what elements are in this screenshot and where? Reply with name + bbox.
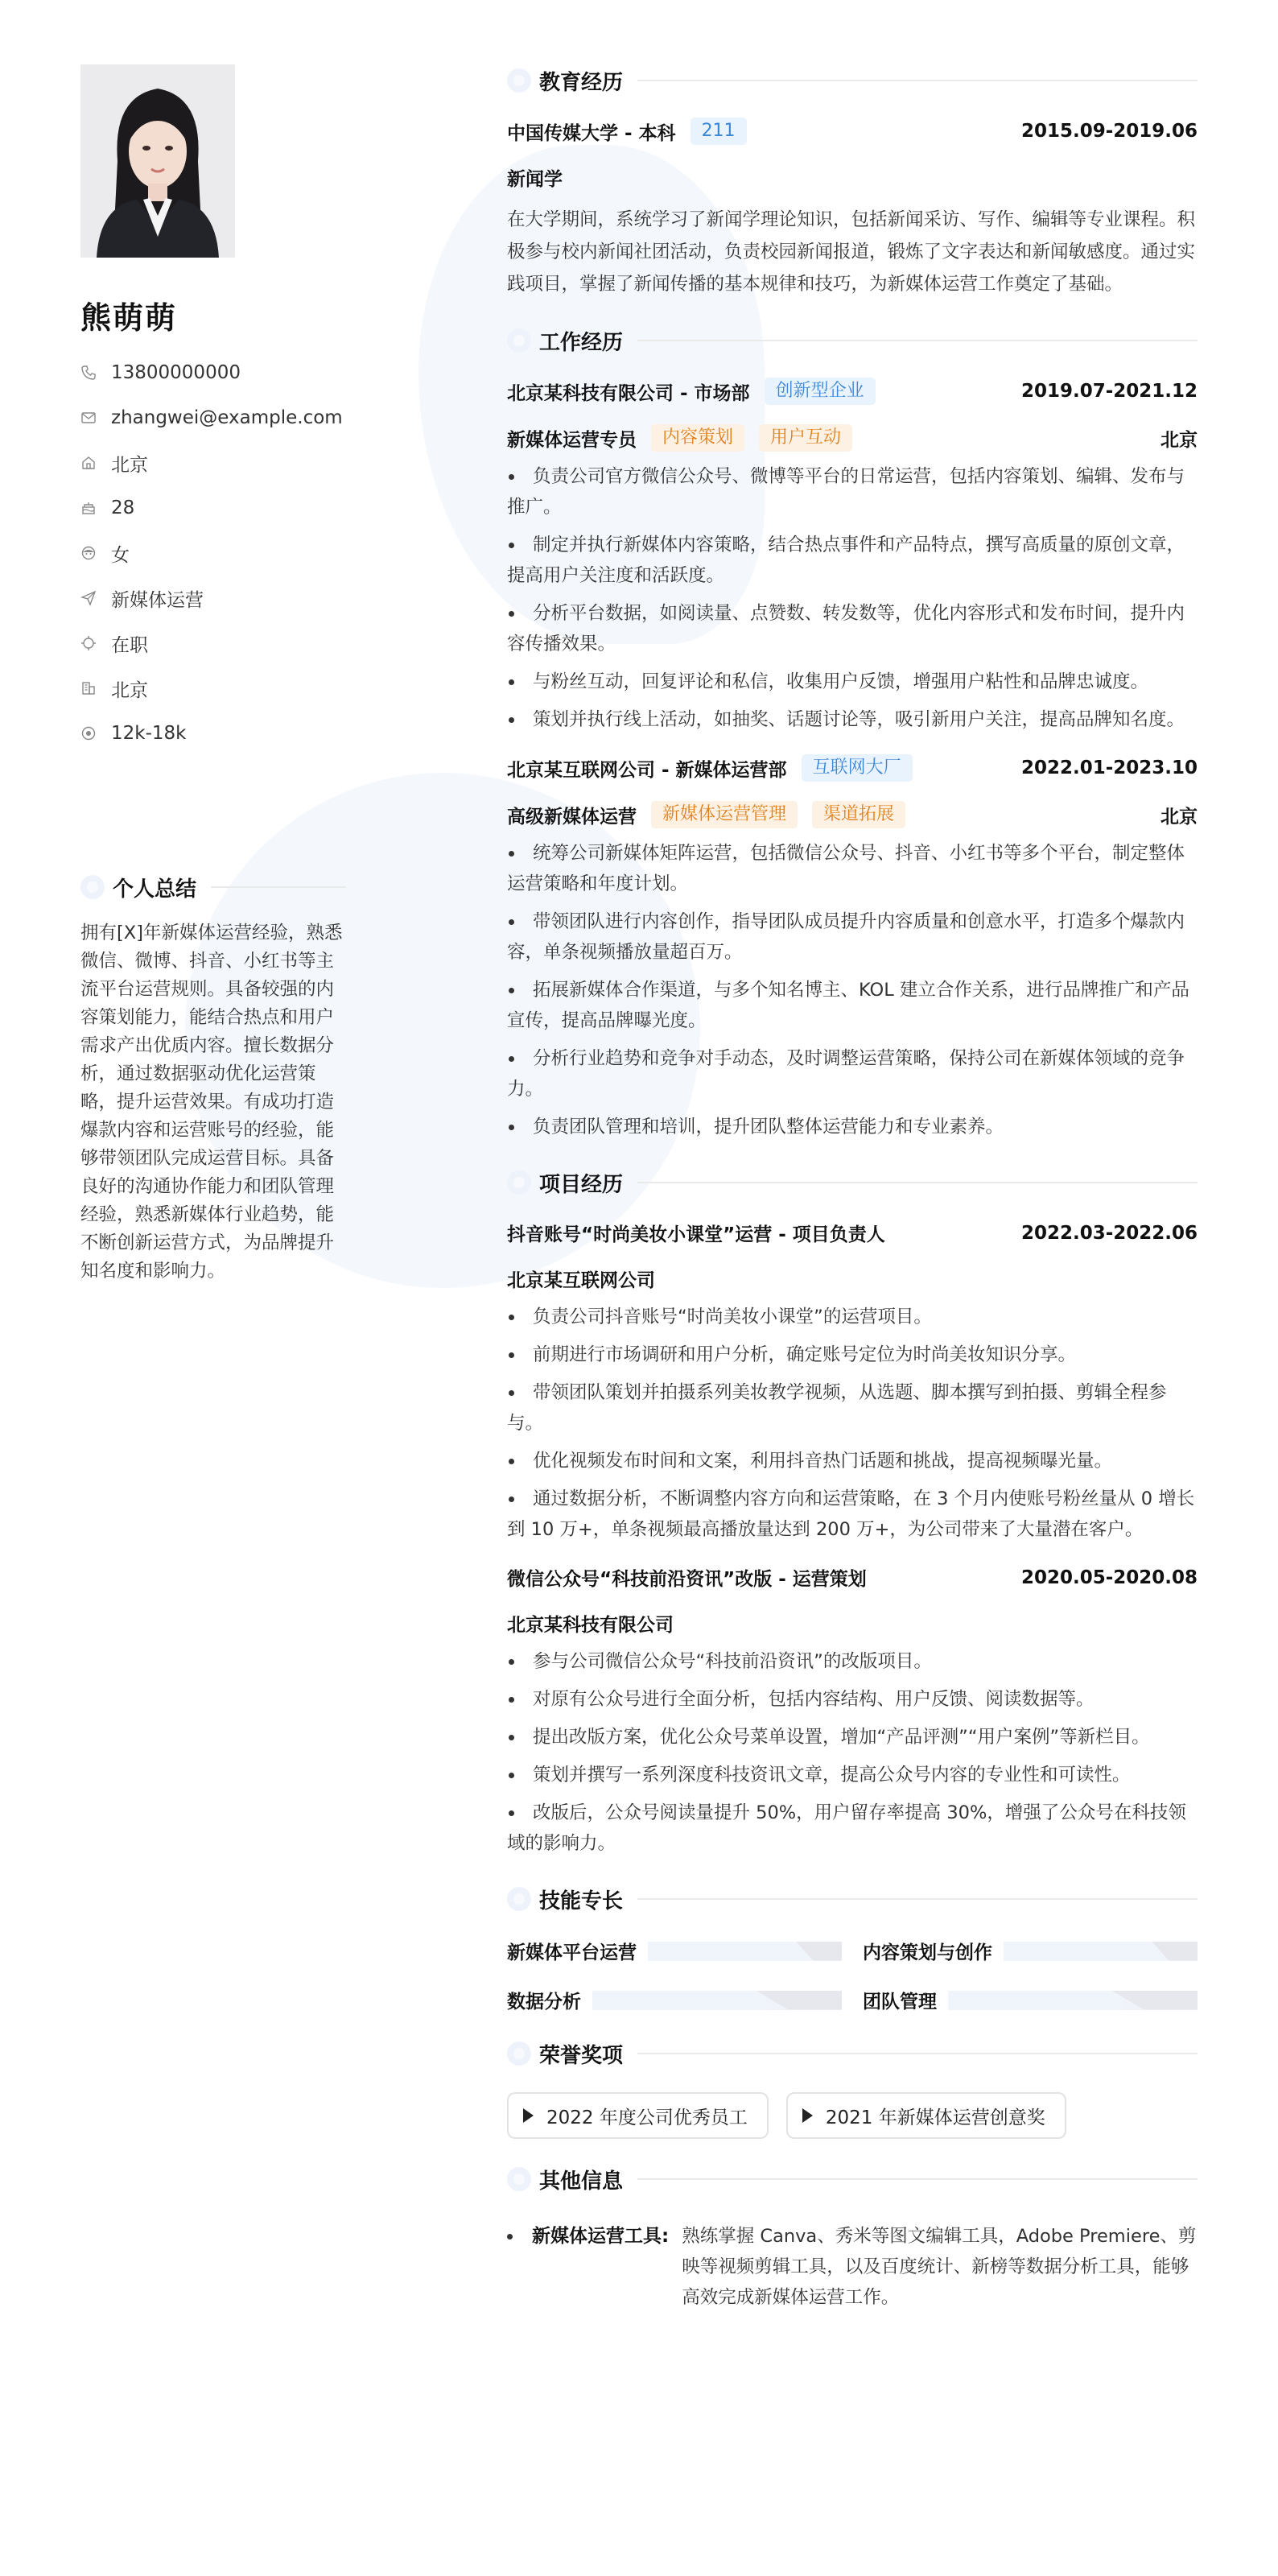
school-name: 中国传媒大学 - 本科 [507,122,676,144]
status-icon [80,635,97,651]
work-bullets [507,838,1198,1142]
list-item: 策划并撰写一系列深度科技资讯文章，提高公众号内容的专业性和可读性。 [507,1760,1198,1790]
salary-icon [80,725,97,741]
contact-value: 女 [111,544,130,566]
list-item: 分析平台数据，如阅读量、点赞数、转发数等，优化内容形式和发布时间，提升内容传播效果。 [507,598,1198,659]
award-item [507,2092,769,2139]
skill-item [507,1938,842,1964]
list-item: 带领团队进行内容创作，指导团队成员提升内容质量和创意水平，打造多个爆款内容，单条视频播放量超百万。 [507,906,1198,968]
section-title: 其他信息 [539,2169,624,2194]
skill-bar-fill [1004,1942,1169,1961]
project-bullets [507,1302,1198,1545]
work-header [507,754,1198,782]
section-title: 项目经历 [539,1172,624,1197]
major [507,164,1198,191]
project-name: 微信公众号“科技前沿资讯”改版 - 运营策划 [507,1569,867,1590]
work-date: 2019.07-2021.12 [1020,381,1198,402]
contact-salary [80,711,342,756]
award-label: 2022 年度公司优秀员工 [546,2107,748,2128]
list-item: 负责公司抖音账号“时尚美妆小课堂”的运营项目。 [507,1302,1198,1332]
avatar [80,64,235,258]
education-date: 2015.09-2019.06 [1020,121,1198,142]
company-name: 北京某科技有限公司 - 市场部 [507,382,750,404]
school-tag: 211 [691,118,747,145]
list-item: 改版后，公众号阅读量提升 50%，用户留存率提高 30%，增强了公众号在科技领域的影响力。 [507,1798,1198,1859]
other-label: 新媒体运营工具: [532,2226,670,2247]
role-tag: 用户互动 [759,424,852,452]
skill-name: 内容策划与创作 [863,1942,992,1963]
section-header [507,1165,1198,1200]
list-item: 前期进行市场调研和用户分析，确定账号定位为时尚美妆知识分享。 [507,1340,1198,1370]
gender-icon [80,545,97,561]
contact-value: zhangwei@example.com [111,407,343,428]
section-header [80,869,346,905]
award-label: 2021 年新媒体运营创意奖 [825,2107,1045,2128]
role-line [507,424,1198,452]
section-header [507,2161,1198,2197]
project-date: 2022.03-2022.06 [1020,1222,1198,1244]
section-title: 技能专长 [539,1889,624,1913]
work-city: 北京 [1161,429,1198,451]
contact-hometown [80,440,342,485]
contact-list [80,350,342,756]
section-title: 个人总结 [113,877,197,902]
section-header [507,1881,1198,1917]
company-tag: 互联网大厂 [802,754,913,782]
section-icon [507,1170,531,1195]
candidate-name: 熊萌萌 [80,300,178,336]
project-org-line [507,1610,1198,1637]
other-item [507,2221,1198,2313]
divider [211,886,346,888]
work-city: 北京 [1161,806,1198,828]
play-icon [523,2108,534,2123]
list-item: 带领团队策划并拍摄系列美妆教学视频，从选题、脚本撰写到拍摄、剪辑全程参与。 [507,1377,1198,1439]
education-header [507,118,1198,145]
skills-grid [507,1938,1198,2013]
role-tag: 内容策划 [651,424,744,452]
divider [637,80,1198,81]
skill-bar-fill [648,1942,813,1961]
other-section [507,2161,1198,2313]
awards-list [507,2092,1198,2139]
major-name: 新闻学 [507,169,563,190]
project-item [507,1564,1198,1859]
section-header [507,2036,1198,2071]
skill-bar [592,1991,842,2010]
contact-value: 北京 [111,679,148,701]
list-item: 拓展新媒体合作渠道，与多个知名博主、KOL 建立合作关系，进行品牌推广和产品宣传，提高品牌曝光度。 [507,975,1198,1036]
bullet [507,2234,513,2240]
contact-gender [80,530,342,576]
section-header [507,63,1198,98]
list-item: 负责公司官方微信公众号、微博等平台的日常运营，包括内容策划、编辑、发布与推广。 [507,461,1198,522]
role-tag: 新媒体运营管理 [651,801,798,828]
contact-value: 在职 [111,634,148,656]
section-title: 工作经历 [539,330,624,355]
project-org: 北京某科技有限公司 [507,1615,674,1636]
divider [637,2178,1198,2180]
skill-bar-fill [592,1991,767,2010]
divider [637,2053,1198,2054]
summary-section [80,869,346,1286]
contact-city [80,666,342,711]
work-bullets [507,461,1198,735]
age-icon [80,500,97,516]
project-header [507,1220,1198,1246]
role-line [507,801,1198,828]
summary-text: 拥有[X]年新媒体运营经验，熟悉微信、微博、抖音、小红书等主流平台运营规则。具备较强的内容策划能力，能结合热点和用户需求产出优质内容。擅长数据分析，通过数据驱动优化运营策略，提升运营效果。有成功打造爆款内容和运营账号的经验，能够带领团队完成运营目标。具备良好的沟通协作能力和团队管理经验，熟悉新媒体行业趋势，能不断创新运营方式，为品牌提升知名度和影响力。 [80,923,343,1282]
home-icon [80,455,97,471]
project-date: 2020.05-2020.08 [1020,1567,1198,1588]
project-org-line [507,1265,1198,1292]
list-item: 优化视频发布时间和文案，利用抖音热门话题和挑战，提高视频曝光量。 [507,1446,1198,1476]
section-icon [507,2041,531,2066]
contact-age [80,485,342,530]
divider [637,1182,1198,1183]
role-title: 新媒体运营专员 [507,429,637,451]
skill-item [863,1938,1198,1964]
contact-phone [80,350,342,395]
section-icon [507,2167,531,2191]
list-item: 制定并执行新媒体内容策略，结合热点事件和产品特点，撰写高质量的原创文章，提高用户关注度和活跃度。 [507,530,1198,591]
section-icon [507,1887,531,1911]
contact-status [80,621,342,666]
section-header [507,323,1198,358]
skill-item [863,1987,1198,2013]
work-section [507,323,1198,1142]
skill-bar [948,1991,1198,2010]
list-item: 统筹公司新媒体矩阵运营，包括微信公众号、抖音、小红书等多个平台，制定整体运营策略和年度计划。 [507,838,1198,899]
list-item: 参与公司微信公众号“科技前沿资讯”的改版项目。 [507,1646,1198,1677]
position-icon [80,590,97,606]
portrait-icon [80,64,235,258]
contact-value: 13800000000 [111,362,241,383]
project-header [507,1564,1198,1591]
section-icon [507,68,531,93]
project-bullets [507,1646,1198,1859]
contact-position [80,576,342,621]
profile-column [80,64,342,756]
company-tag: 创新型企业 [765,378,876,405]
phone-icon [80,365,97,381]
role-tag: 渠道拓展 [812,801,905,828]
section-title: 荣誉奖项 [539,2043,624,2068]
education-description: 在大学期间，系统学习了新闻学理论知识，包括新闻采访、写作、编辑等专业课程。积极参与校内新闻社团活动，负责校园新闻报道，锻炼了文字表达和新闻敏感度。通过实践项目，掌握了新闻传播的基本规律和技巧，为新媒体运营工作奠定了基础。 [507,209,1196,295]
awards-section [507,2036,1198,2139]
skill-bar [648,1942,842,1961]
divider [637,340,1198,341]
list-item: 分析行业趋势和竞争对手动态，及时调整运营策略，保持公司在新媒体领域的竞争力。 [507,1043,1198,1104]
skill-item [507,1987,842,2013]
role-title: 高级新媒体运营 [507,806,637,828]
project-org: 北京某互联网公司 [507,1270,655,1291]
projects-section [507,1165,1198,1859]
work-item [507,754,1198,1142]
play-icon [802,2108,813,2123]
contact-value: 北京 [111,454,148,476]
list-item: 对原有公众号进行全面分析，包括内容结构、用户反馈、阅读数据等。 [507,1684,1198,1715]
skill-name: 数据分析 [507,1992,581,2013]
work-date: 2022.01-2023.10 [1020,758,1198,778]
list-item: 与粉丝互动，回复评论和私信，收集用户反馈，增强用户粘性和品牌忠诚度。 [507,667,1198,697]
section-icon [80,875,105,899]
list-item: 负责团队管理和培训，提升团队整体运营能力和专业素养。 [507,1112,1198,1142]
project-item [507,1220,1198,1545]
list-item: 策划并执行线上活动，如抽奖、话题讨论等，吸引新用户关注，提高品牌知名度。 [507,704,1198,735]
work-header [507,378,1198,405]
email-icon [80,410,97,426]
city-icon [80,680,97,696]
contact-value: 12k-18k [111,723,187,744]
education-section [507,63,1198,300]
section-icon [507,328,531,353]
award-item [786,2092,1066,2139]
main-column [507,63,1198,2335]
skill-name: 新媒体平台运营 [507,1942,637,1963]
contact-email [80,395,342,440]
skill-bar-fill [948,1991,1123,2010]
company-name: 北京某互联网公司 - 新媒体运营部 [507,759,787,781]
section-title: 教育经历 [539,70,624,95]
skill-bar [1004,1942,1198,1961]
project-name: 抖音账号“时尚美妆小课堂”运营 - 项目负责人 [507,1224,885,1245]
contact-value: 28 [111,497,135,518]
divider [637,1898,1198,1900]
other-text: 熟练掌握 Canva、秀米等图文编辑工具，Adobe Premiere、剪映等视频剪辑工具，以及百度统计、新榜等数据分析工具，能够高效完成新媒体运营工作。 [682,2226,1197,2308]
skill-name: 团队管理 [863,1992,937,2013]
list-item: 提出改版方案，优化公众号菜单设置，增加“产品评测”“用户案例”等新栏目。 [507,1722,1198,1752]
list-item: 通过数据分析，不断调整内容方向和运营策略，在 3 个月内使账号粉丝量从 0 增长到 10 万+，单条视频最高播放量达到 200 万+，为公司带来了大量潜在客户。 [507,1484,1198,1545]
work-item [507,378,1198,735]
skills-section [507,1881,1198,2013]
contact-value: 新媒体运营 [111,589,204,611]
